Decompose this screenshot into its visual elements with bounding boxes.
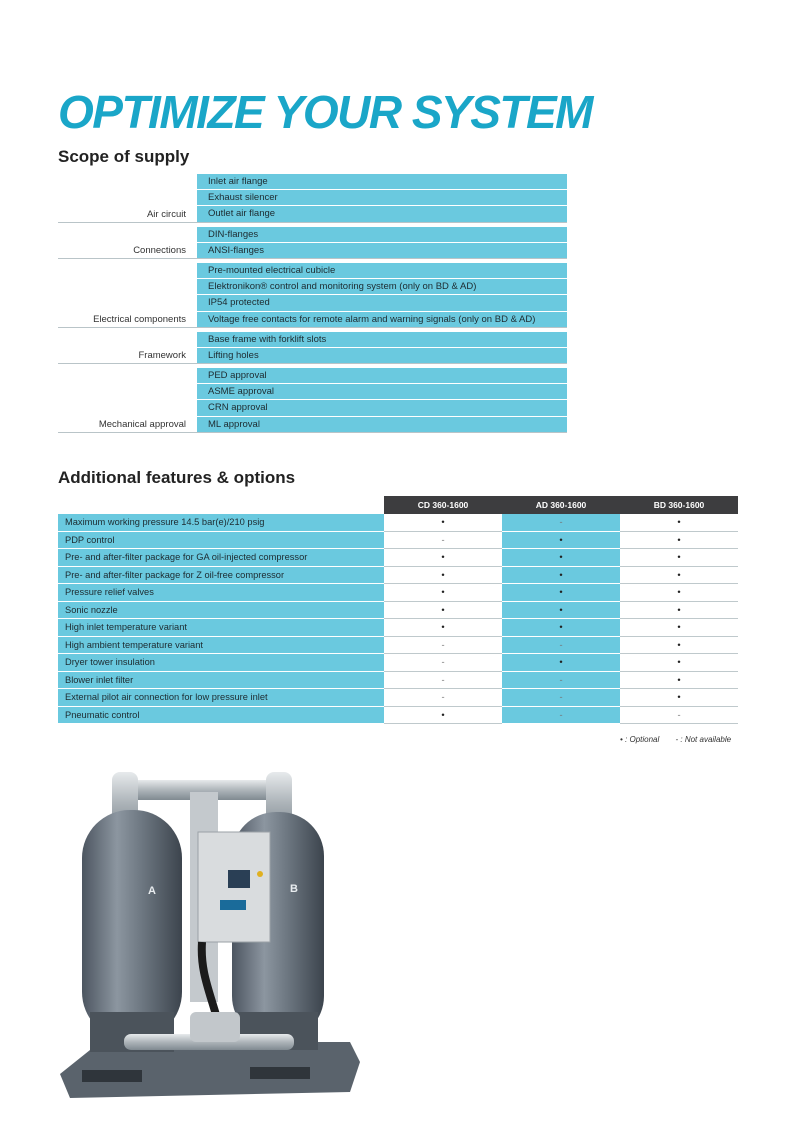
scope-group-label: Air circuit [146,208,186,220]
feature-availability: • [384,584,502,602]
table-row [58,601,738,619]
feature-availability: - [384,689,502,707]
table-row [58,654,738,672]
feature-label: Maximum working pressure 14.5 bar(e)/210 psig [58,514,384,531]
tower-a-label: A [148,885,156,897]
feature-availability: • [620,566,738,584]
feature-label: Pneumatic control [58,706,384,724]
feature-availability: • [620,654,738,672]
table-row [58,689,738,707]
brand-plate [220,900,246,910]
table-row [58,671,738,689]
feature-availability: • [384,514,502,531]
column-header-ad: AD 360-1600 [502,496,620,514]
feature-availability: - [502,689,620,707]
tower-a [82,810,182,1040]
scope-group [58,174,567,223]
scope-item: Exhaust silencer [197,190,567,206]
scope-group [58,332,567,364]
indicator-light [257,871,263,877]
scope-group-items [197,368,567,432]
feature-label: Pre- and after-filter package for Z oil-free compressor [58,566,384,584]
feature-label: External pilot air connection for low pressure inlet [58,689,384,707]
scope-item: Pre-mounted electrical cubicle [197,263,567,279]
base-slot-right [250,1067,310,1079]
column-header-cd: CD 360-1600 [384,496,502,514]
feature-availability: - [384,671,502,689]
scope-group [58,368,567,433]
feature-availability: • [620,689,738,707]
feature-availability: • [384,619,502,637]
table-row [58,549,738,567]
table-row [58,514,738,531]
column-header-bd: BD 360-1600 [620,496,738,514]
dryer-product-image [60,762,370,1102]
feature-availability: • [502,601,620,619]
feature-availability: - [502,636,620,654]
feature-label: High inlet temperature variant [58,619,384,637]
feature-availability: • [384,706,502,724]
feature-availability: • [502,619,620,637]
scope-group-label: Mechanical approval [98,418,186,430]
feature-label: Blower inlet filter [58,671,384,689]
table-row [58,636,738,654]
feature-availability: • [502,549,620,567]
scope-item: Base frame with forklift slots [197,332,567,348]
feature-availability: • [620,531,738,549]
feature-availability: • [620,584,738,602]
scope-group-items [197,227,567,258]
scope-heading: Scope of supply [58,147,190,166]
page-title: OPTIMIZE YOUR SYSTEM [58,86,592,138]
scope-item: CRN approval [197,400,567,416]
feature-label: Pre- and after-filter package for GA oil-injected compressor [58,549,384,567]
feature-label: PDP control [58,531,384,549]
feature-availability: - [384,636,502,654]
scope-group [58,227,567,259]
feature-availability: - [502,671,620,689]
base-slot-left [82,1070,142,1082]
feature-availability: • [502,584,620,602]
feature-availability: • [502,566,620,584]
feature-availability: • [384,549,502,567]
feature-availability: • [502,654,620,672]
table-row [58,584,738,602]
scope-item: DIN-flanges [197,227,567,243]
scope-item: ASME approval [197,384,567,400]
feature-label: Sonic nozzle [58,601,384,619]
feature-availability: • [620,514,738,531]
scope-item: Voltage free contacts for remote alarm and warning signals (only on BD & AD) [197,312,567,327]
control-display [228,870,250,888]
table-row [58,566,738,584]
feature-availability: • [620,619,738,637]
feature-availability: • [620,601,738,619]
tower-b-label: B [290,883,298,895]
features-table [58,496,738,724]
feature-availability: - [502,706,620,724]
scope-item: Outlet air flange [197,206,567,221]
valve-block [190,1012,240,1042]
feature-availability: - [620,706,738,724]
table-row [58,706,738,724]
table-row [58,619,738,637]
feature-availability: • [620,636,738,654]
scope-item: IP54 protected [197,295,567,311]
scope-item: ML approval [197,417,567,432]
feature-availability: • [384,566,502,584]
feature-availability: - [384,654,502,672]
feature-label: Pressure relief valves [58,584,384,602]
scope-group [58,263,567,328]
feature-availability: • [384,601,502,619]
feature-availability: - [502,514,620,531]
scope-item: PED approval [197,368,567,384]
header-spacer [58,496,384,514]
scope-group-items [197,263,567,327]
feature-label: High ambient temperature variant [58,636,384,654]
legend [620,735,731,744]
scope-group-label: Framework [138,350,186,362]
scope-group-items [197,174,567,222]
feature-availability: • [620,549,738,567]
features-header-row [58,496,738,514]
legend-optional: • : Optional [620,735,660,744]
scope-item: Elektronikon® control and monitoring system (only on BD & AD) [197,279,567,295]
feature-availability: • [502,531,620,549]
scope-of-supply-table [58,174,567,437]
scope-item: Inlet air flange [197,174,567,190]
scope-item: Lifting holes [197,348,567,363]
scope-group-items [197,332,567,363]
feature-label: Dryer tower insulation [58,654,384,672]
scope-group-label: Connections [133,244,186,256]
scope-item: ANSI-flanges [197,243,567,258]
features-heading: Additional features & options [58,468,296,487]
legend-not-available: - : Not available [675,735,732,744]
feature-availability: • [620,671,738,689]
feature-availability: - [384,531,502,549]
scope-group-label: Electrical components [93,313,186,325]
table-row [58,531,738,549]
